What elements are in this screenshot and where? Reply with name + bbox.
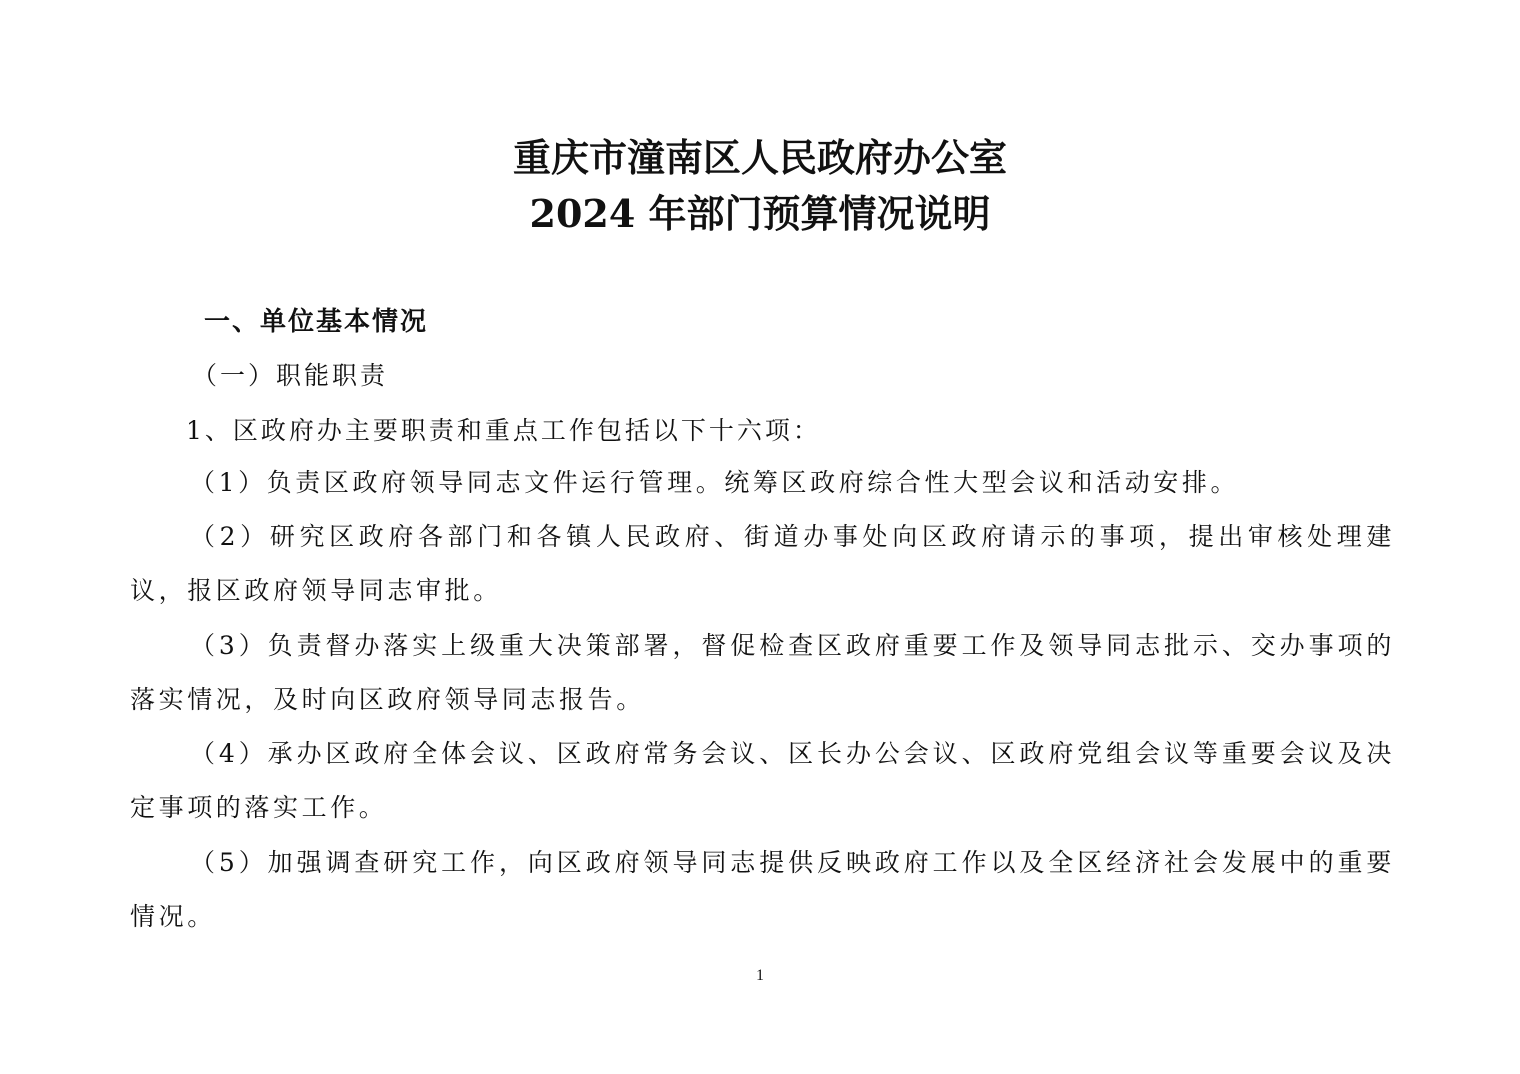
- duty-item-2: （2）研究区政府各部门和各镇人民政府、街道办事处向区政府请示的事项，提出审核处理建议，报区政府领导同志审批。: [130, 522, 1395, 605]
- document-title-line2: 2024 年部门预算情况说明: [529, 191, 991, 236]
- intro-paragraph: 1、区政府办主要职责和重点工作包括以下十六项：: [186, 416, 821, 445]
- document-title-line1: 重庆市潼南区人民政府办公室: [512, 135, 1007, 180]
- section-heading: 一、单位基本情况: [204, 307, 429, 337]
- duty-item-5: （5）加强调查研究工作，向区政府领导同志提供反映政府工作以及全区经济社会发展中的重要情况。: [130, 848, 1395, 931]
- duty-item-1: （1）负责区政府领导同志文件运行管理。统筹区政府综合性大型会议和活动安排。: [190, 468, 1240, 497]
- duty-item-4: （4）承办区政府全体会议、区政府常务会议、区长办公会议、区政府党组会议等重要会议及决定事项的落实工作。: [130, 739, 1395, 822]
- subsection-heading: （一）职能职责: [192, 361, 389, 390]
- page-number: 1: [756, 967, 764, 984]
- duty-item-3: （3）负责督办落实上级重大决策部署，督促检查区政府重要工作及领导同志批示、交办事项的落实情况，及时向区政府领导同志报告。: [130, 631, 1395, 714]
